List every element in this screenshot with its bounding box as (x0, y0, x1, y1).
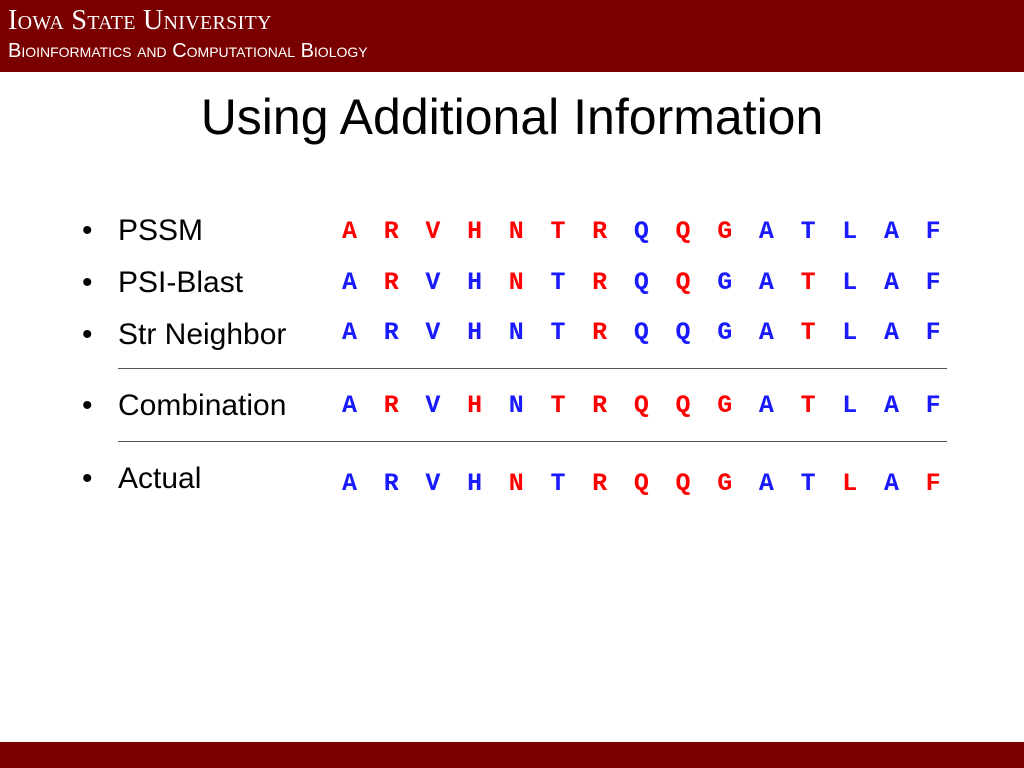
residue-letter: T (550, 217, 566, 246)
residue-letter: R (383, 217, 399, 246)
residue-letter: V (425, 391, 441, 420)
residue-letter: L (842, 391, 858, 420)
residue-letter: A (758, 318, 774, 347)
residue-letter: Q (633, 391, 649, 420)
sequence-row-psi-blast (342, 268, 967, 298)
residue-letter: A (342, 469, 358, 498)
residue-letter: N (508, 469, 524, 498)
residue-letter: G (717, 469, 733, 498)
residue-letter: A (342, 391, 358, 420)
bullet-label-pssm: PSSM (118, 214, 204, 247)
residue-letter: Q (633, 217, 649, 246)
residue-letter: G (717, 217, 733, 246)
residue-letter: R (383, 268, 399, 297)
residue-letter: A (758, 217, 774, 246)
residue-letter: F (925, 268, 941, 297)
bullet-dot: • (82, 214, 93, 247)
department-name: Bioinformatics and Computational Biology (8, 40, 368, 62)
residue-letter: N (508, 268, 524, 297)
residue-letter: R (383, 469, 399, 498)
residue-letter: A (342, 217, 358, 246)
residue-letter: Q (675, 268, 691, 297)
residue-letter: A (758, 469, 774, 498)
residue-letter: Q (633, 268, 649, 297)
residue-letter: H (467, 318, 483, 347)
residue-letter: Q (633, 469, 649, 498)
divider-line (118, 368, 947, 369)
header-bar (0, 0, 1024, 72)
residue-letter: Q (675, 391, 691, 420)
bullet-dot: • (82, 318, 93, 351)
university-name: Iowa State University (8, 5, 272, 36)
residue-letter: A (883, 469, 899, 498)
bullet-item (82, 388, 286, 424)
residue-letter: L (842, 217, 858, 246)
slide-title: Using Additional Information (200, 89, 824, 145)
residue-letter: A (883, 268, 899, 297)
residue-letter: G (717, 268, 733, 297)
residue-letter: V (425, 318, 441, 347)
bullet-item (82, 213, 203, 249)
bullet-item (82, 265, 243, 301)
residue-letter: A (883, 391, 899, 420)
residue-letter: F (925, 391, 941, 420)
bullet-label-psi-blast: PSI-Blast (118, 266, 244, 299)
residue-letter: A (758, 268, 774, 297)
residue-letter: T (550, 318, 566, 347)
bullet-label-actual: Actual (118, 462, 202, 495)
residue-letter: F (925, 217, 941, 246)
residue-letter: R (383, 391, 399, 420)
residue-letter: R (592, 268, 608, 297)
footer-bar (0, 742, 1024, 768)
bullet-dot: • (82, 462, 93, 495)
divider-line (118, 441, 947, 442)
sequence-row-str-neighbor (342, 318, 967, 348)
sequence-row-actual (342, 469, 967, 499)
residue-letter: T (550, 469, 566, 498)
residue-letter: Q (633, 318, 649, 347)
residue-letter: N (508, 318, 524, 347)
bullet-dot: • (82, 389, 93, 422)
residue-letter: T (800, 469, 816, 498)
residue-letter: F (925, 318, 941, 347)
residue-letter: H (467, 217, 483, 246)
sequence-row-combination (342, 391, 967, 421)
bullet-label-str-neighbor: Str Neighbor (118, 318, 287, 351)
residue-letter: L (842, 469, 858, 498)
residue-letter: T (800, 217, 816, 246)
residue-letter: G (717, 391, 733, 420)
residue-letter: A (883, 217, 899, 246)
residue-letter: N (508, 391, 524, 420)
residue-letter: A (883, 318, 899, 347)
residue-letter: T (800, 391, 816, 420)
residue-letter: A (342, 318, 358, 347)
bullet-dot: • (82, 266, 93, 299)
residue-letter: R (592, 391, 608, 420)
residue-letter: L (842, 268, 858, 297)
residue-letter: N (508, 217, 524, 246)
residue-letter: T (550, 391, 566, 420)
residue-letter: A (758, 391, 774, 420)
residue-letter: H (467, 268, 483, 297)
residue-letter: T (800, 268, 816, 297)
bullet-item (82, 461, 201, 497)
residue-letter: A (342, 268, 358, 297)
residue-letter: V (425, 217, 441, 246)
residue-letter: T (550, 268, 566, 297)
residue-letter: H (467, 469, 483, 498)
residue-letter: V (425, 268, 441, 297)
residue-letter: R (592, 318, 608, 347)
residue-letter: R (592, 217, 608, 246)
residue-letter: F (925, 469, 941, 498)
bullet-label-combination: Combination (118, 389, 287, 422)
residue-letter: Q (675, 318, 691, 347)
residue-letter: Q (675, 469, 691, 498)
residue-letter: R (383, 318, 399, 347)
residue-letter: R (592, 469, 608, 498)
residue-letter: G (717, 318, 733, 347)
residue-letter: L (842, 318, 858, 347)
sequence-row-pssm (342, 217, 967, 247)
residue-letter: T (800, 318, 816, 347)
residue-letter: Q (675, 217, 691, 246)
residue-letter: H (467, 391, 483, 420)
residue-letter: V (425, 469, 441, 498)
bullet-item (82, 317, 286, 353)
